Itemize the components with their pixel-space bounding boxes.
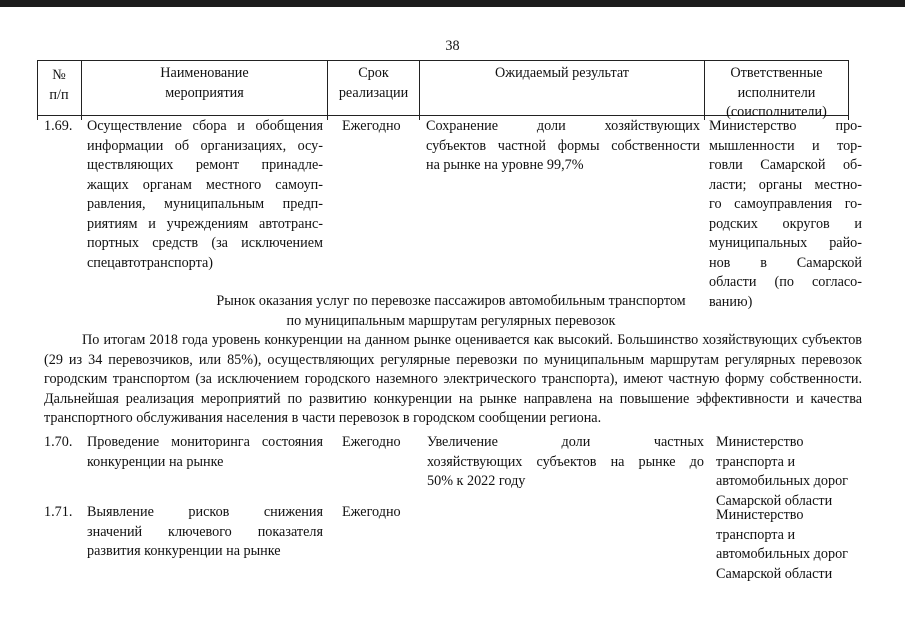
section-title-line: по муниципальным маршрутам регулярных перевозок xyxy=(286,312,616,329)
header-term xyxy=(328,64,419,103)
text-line: субъектов частной формы собственности xyxy=(426,137,700,154)
header-text: исполнители xyxy=(737,84,816,101)
row-number: 1.69. xyxy=(44,118,73,134)
row-number: 1.71. xyxy=(44,504,73,520)
section-title-line: Рынок оказания услуг по перевозке пассажиров автомобильным транспортом xyxy=(216,293,686,309)
row-name xyxy=(87,433,323,472)
row-responsible xyxy=(716,433,861,511)
text-line: муниципальных райо- xyxy=(709,235,862,251)
row-result xyxy=(426,117,700,176)
paragraph-text: По итогам 2018 года уровень конкуренции на данном рынке оценивается как высокий. Большинство хозяйствующих субъектов (29 из 34 перевозчиков, или 85%), осуществляющих регулярные перевозки по муниципальным маршрутам регулярных перевозок городским транспортом (за исключением городского наземного электрического транспорта), имеют частную форму собственности. Дальнейшая реализация мероприятий по развитию конкуренции на рынке направлена на повышение эффективности и качества транспортного обслуживания населения в части перевозок в городском сообщении региона. xyxy=(44,332,862,426)
text-line: хозяйствующих субъектов на рынке до xyxy=(427,453,704,470)
row-responsible xyxy=(716,506,861,584)
text-line: области (по согласо- xyxy=(709,274,862,290)
column-divider xyxy=(848,60,849,120)
text-line: родских округов и xyxy=(709,215,862,232)
text-line: значений ключевого показателя xyxy=(87,523,323,540)
row-name xyxy=(87,503,323,562)
text-line: Осуществление сбора и обобщения xyxy=(87,118,323,134)
section-paragraph xyxy=(44,331,862,429)
text-line: развития конкуренции на рынке xyxy=(87,543,281,559)
text-line: Самарской области xyxy=(716,565,833,582)
scan-top-border xyxy=(0,0,905,7)
text-line: ществляющих ремонт принадле- xyxy=(87,157,323,173)
row-name xyxy=(87,117,323,273)
text-line: конкуренции на рынке xyxy=(87,453,224,470)
text-line: автомобильных дорог xyxy=(716,473,848,489)
text-line: транспорта и xyxy=(716,526,796,543)
text-line: Министерство про- xyxy=(709,118,862,134)
text-line: ванию) xyxy=(709,293,753,310)
row-number: 1.70. xyxy=(44,434,73,450)
header-text: Ответственные xyxy=(730,65,823,81)
text-line: Проведение мониторинга состояния xyxy=(87,434,323,450)
header-text: № xyxy=(52,67,66,83)
header-name xyxy=(82,64,327,103)
text-line: Увеличение доли частных xyxy=(427,434,704,450)
text-line: Самарской области xyxy=(716,492,833,509)
text-line: го самоуправления го- xyxy=(709,196,862,212)
text-line: 50% к 2022 году xyxy=(427,473,526,489)
text-line: равления, муниципальным предп- xyxy=(87,196,323,212)
row-responsible xyxy=(709,117,862,312)
text-line: Министерство xyxy=(716,507,804,523)
row-term: Ежегодно xyxy=(342,504,401,520)
header-text: п/п xyxy=(49,86,69,103)
text-line: спецавтотранспорта) xyxy=(87,254,213,271)
text-line: говли Самарской об- xyxy=(709,157,862,173)
header-result xyxy=(420,64,704,84)
row-term: Ежегодно xyxy=(342,118,401,134)
header-text: Срок xyxy=(358,65,389,81)
header-text: (соисполнители) xyxy=(726,104,827,120)
text-line: информации об организациях, осу- xyxy=(87,137,323,154)
text-line: Министерство xyxy=(716,434,804,450)
text-line: портных средств (за исключением xyxy=(87,235,323,251)
text-line: Сохранение доли хозяйствующих xyxy=(426,118,700,134)
text-line: мышленности и тор- xyxy=(709,137,862,154)
text-line: жащих органам местного самоуп- xyxy=(87,176,323,193)
text-line: риятиям и учреждениям автотранс- xyxy=(87,215,323,232)
header-text: Наименование xyxy=(160,65,249,81)
header-top-rule xyxy=(37,60,849,61)
header-responsible xyxy=(705,64,848,123)
header-text: мероприятия xyxy=(165,84,244,101)
section-title xyxy=(37,292,865,331)
text-line: транспорта и xyxy=(716,453,796,470)
text-line: автомобильных дорог xyxy=(716,546,848,562)
row-result xyxy=(427,433,704,492)
text-line: Выявление рисков снижения xyxy=(87,504,323,520)
row-term: Ежегодно xyxy=(342,434,401,450)
header-text: Ожидаемый результат xyxy=(495,65,629,81)
text-line: ласти; органы местно- xyxy=(709,176,862,193)
header-text: реализации xyxy=(338,84,409,101)
header-num xyxy=(37,66,81,105)
text-line: нов в Самарской xyxy=(709,254,862,271)
text-line: на рынке на уровне 99,7% xyxy=(426,157,584,173)
page-number: 38 xyxy=(445,38,460,54)
